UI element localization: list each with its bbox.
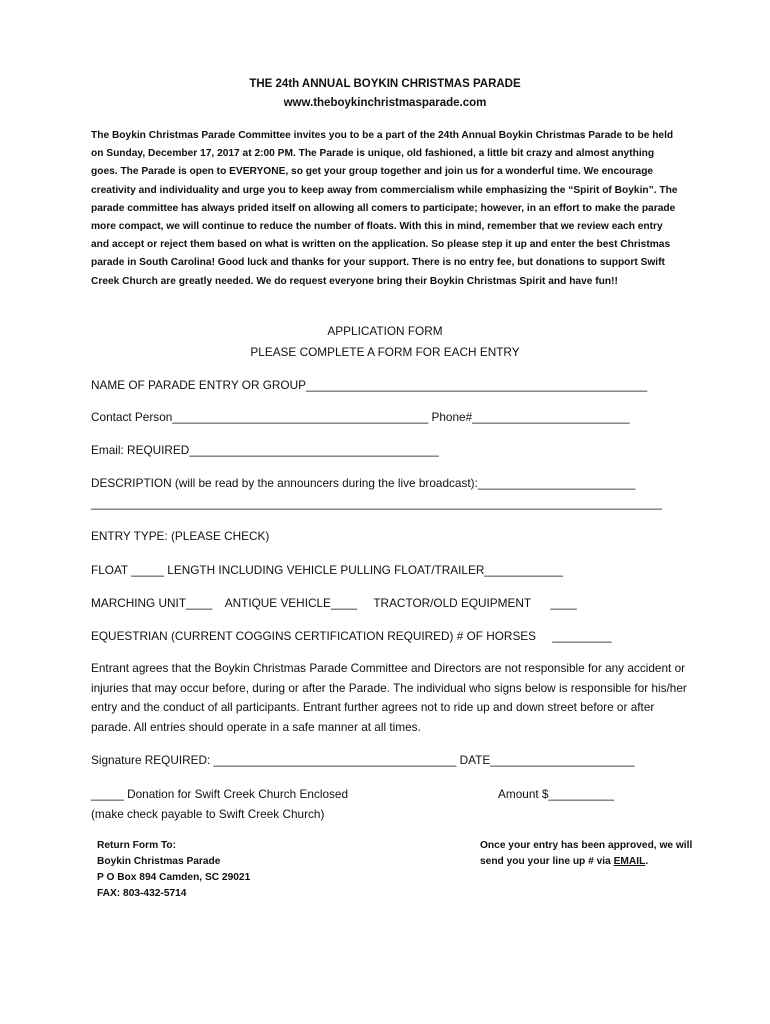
approval-suffix: . [645, 856, 649, 867]
entry-type-label: ENTRY TYPE: (PLEASE CHECK) [91, 529, 270, 543]
approval-line-1: Once your entry has been approved, we will [480, 840, 693, 851]
return-label: Return Form To: [97, 840, 177, 851]
website-url: www.theboykinchristmasparade.com [283, 97, 487, 109]
float-option[interactable]: FLOAT _____ LENGTH INCLUDING VEHICLE PULLING FLOAT/TRAILER____________ [91, 563, 564, 577]
approval-line-2 [480, 854, 692, 870]
form-subheading: PLEASE COMPLETE A FORM FOR EACH ENTRY [250, 345, 520, 359]
intro-paragraph: The Boykin Christmas Parade Committee invites you to be a part of the 24th Annual Boykin Christmas Parade to be held on Sunday, December 17, 2017 at 2:00 PM. The Parade is unique, old fashioned, a little bit crazy and almost anything goes. The Parade is open to EVERYONE, so get your group together and join us for a wonderful time. We encourage creativity and individuality and urge you to keep away from commercialism while emphasizing the “Spirit of Boykin”. The parade committee has always prided itself on allowing all comers to participate; however, in an effort to make the parade more compact, we will continue to reduce the number of floats. With this in mind, remember that we review each entry and accept or reject them based on what is written on the application. So please step it up and enter the best Christmas parade in South Carolina! Good luck and thanks for your support. There is no entry fee, but donations to support Swift Creek Church are greatly needed. We do request everyone bring their Boykin Christmas Spirit and have fun!! [91, 130, 678, 287]
marching-antique-tractor-options[interactable]: MARCHING UNIT____ ANTIQUE VEHICLE____ TRACTOR/OLD EQUIPMENT ____ [91, 596, 577, 610]
approval-prefix: send you your line up # via [480, 856, 614, 867]
contact-phone-field[interactable]: Contact Person_______________________________________ Phone#________________________ [91, 410, 630, 424]
check-note: (make check payable to Swift Creek Church) [91, 807, 325, 821]
equestrian-option[interactable]: EQUESTRIAN (CURRENT COGGINS CERTIFICATION REQUIRED) # OF HORSES _________ [91, 629, 612, 643]
description-blank-line[interactable]: _______________________________________________________________________________________ [91, 496, 662, 510]
return-address-block [97, 838, 250, 902]
donation-checkbox-line[interactable]: _____ Donation for Swift Creek Church Enclosed [91, 787, 349, 801]
approval-note [480, 838, 692, 870]
form-heading: APPLICATION FORM [327, 324, 443, 338]
return-fax: FAX: 803-432-5714 [97, 888, 187, 899]
amount-field[interactable]: Amount $__________ [498, 787, 615, 801]
waiver-paragraph: Entrant agrees that the Boykin Christmas Parade Committee and Directors are not responsible for any accident or injuries that may occur before, during or after the Parade. The individual who signs below is responsible for his/her entry and the conduct of all participants. Entrant further agrees not to ride up and down street before or after parade. All entries should operate in a safe manner at all times. [91, 661, 687, 734]
return-org: Boykin Christmas Parade [97, 856, 221, 867]
signature-date-field[interactable]: Signature REQUIRED: _____________________________________ DATE______________________ [91, 753, 635, 767]
entry-name-field[interactable]: NAME OF PARADE ENTRY OR GROUP____________________________________________________ [91, 378, 648, 392]
description-field[interactable]: DESCRIPTION (will be read by the announcers during the live broadcast):________________________ [91, 476, 636, 490]
email-field[interactable]: Email: REQUIRED______________________________________ [91, 443, 439, 457]
approval-email-link[interactable]: EMAIL [613, 856, 646, 867]
page-title: THE 24th ANNUAL BOYKIN CHRISTMAS PARADE [249, 78, 521, 90]
return-address: P O Box 894 Camden, SC 29021 [97, 872, 251, 883]
